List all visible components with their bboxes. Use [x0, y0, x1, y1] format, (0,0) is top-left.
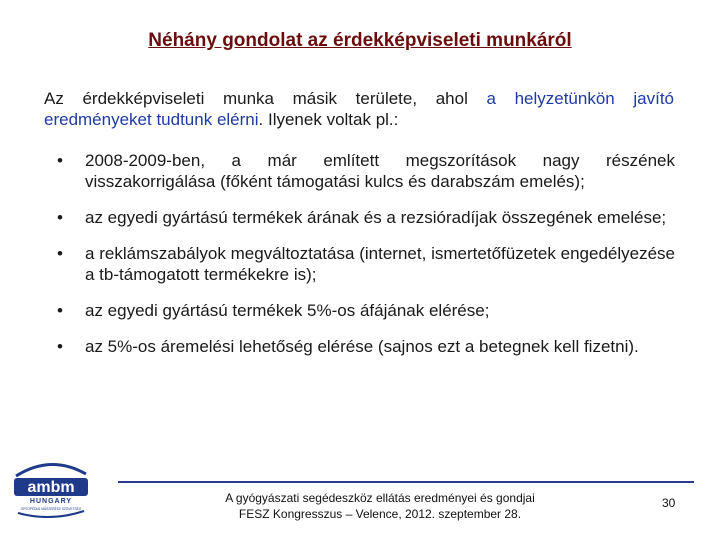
logo-tagline: ORTOPÉDIAI MŰSZERÉSZ SZÖVETSÉG — [20, 507, 82, 511]
logo-swoosh-top — [16, 464, 86, 476]
bullet-item — [55, 336, 675, 357]
bullet-marker: • — [57, 244, 63, 263]
slide-title: Néhány gondolat az érdekképviseleti munkáról — [148, 30, 572, 51]
footer-line-2: FESZ Kongresszus – Velence, 2012. szeptember 28. — [238, 507, 522, 521]
bullet-list — [55, 150, 675, 372]
bullet-text: az egyedi gyártású termékek 5%-os áfájának elérése; — [85, 301, 490, 320]
logo-sub-text: HUNGARY — [29, 498, 73, 505]
footer-text — [160, 490, 600, 522]
bullet-text: az 5%-os áremelési lehetőség elérése (sajnos ezt a betegnek kell fizetni). — [85, 337, 639, 356]
bullet-item — [55, 207, 675, 228]
intro-text-1: Az érdekképviseleti munka másik területe, ahol — [44, 89, 487, 108]
logo-main-text: ambm — [27, 479, 75, 496]
bullet-item — [55, 300, 675, 321]
intro-highlight: a helyzetünkön javító eredményeket tudtunk elérni — [44, 89, 675, 129]
bullet-item — [55, 150, 675, 192]
logo-swoosh-bottom — [18, 511, 84, 517]
bullet-marker: • — [57, 208, 63, 227]
footer-divider — [118, 481, 694, 483]
intro-text-2: . Ilyenek voltak pl.: — [258, 110, 399, 129]
bullet-marker: • — [57, 301, 63, 320]
page-number: 30 — [662, 496, 676, 510]
bullet-text: a reklámszabályok megváltoztatása (internet, ismertetőfüzetek engedélyezése a tb-támogatott termékekre is); — [85, 244, 675, 284]
bullet-marker: • — [57, 337, 63, 356]
bullet-marker: • — [57, 151, 63, 170]
bullet-text: 2008-2009-ben, a már említett megszorítások nagy részének visszakorrigálása (főként támogatási kulcs és darabszám emelés); — [85, 151, 675, 191]
ambm-logo — [10, 456, 92, 518]
bullet-text: az egyedi gyártású termékek árának és a rezsióradíjak összegének emelése; — [85, 208, 667, 227]
footer-line-1: A gyógyászati segédeszköz ellátás eredményei és gondjai — [225, 491, 535, 505]
bullet-item — [55, 243, 675, 285]
intro-paragraph — [44, 88, 674, 130]
